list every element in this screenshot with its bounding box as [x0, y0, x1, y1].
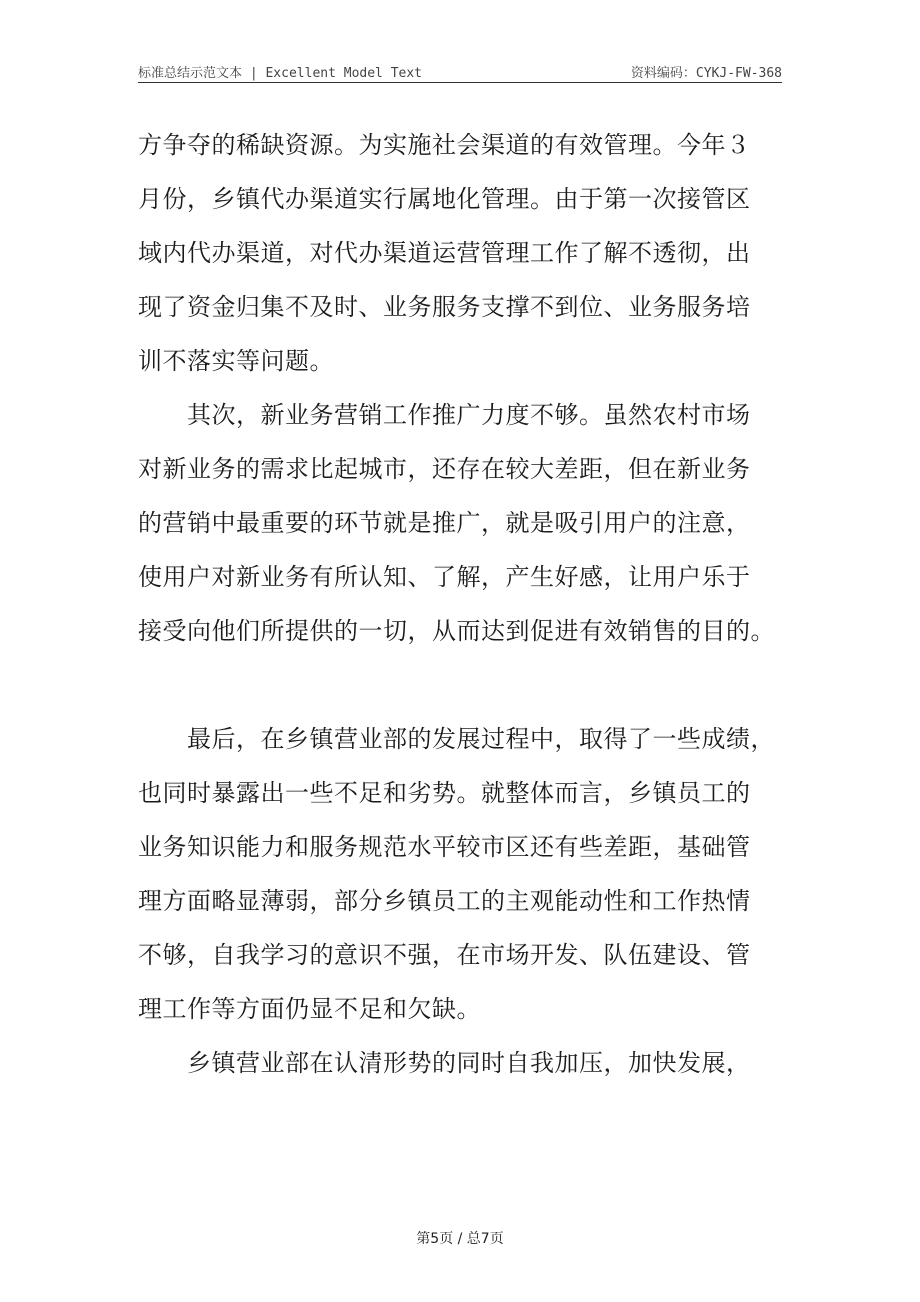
- text-line: 的营销中最重要的环节就是推广，就是吸引用户的注意，: [138, 509, 751, 537]
- paragraph-1: [138, 118, 782, 388]
- document-code: 资料编码：CYKJ-FW-368: [630, 66, 782, 81]
- text-line: 理工作等方面仍显不足和欠缺。: [138, 995, 481, 1023]
- text-line: 对新业务的需求比起城市，还存在较大差距，但在新业务: [138, 455, 751, 483]
- paragraph-3: [138, 712, 782, 1036]
- text-line: 训不落实等问题。: [138, 347, 334, 375]
- header-title: 标准总结示范文本 | Excellent Model Text: [138, 66, 423, 81]
- text-line: 理方面略显薄弱，部分乡镇员工的主观能动性和工作热情: [138, 887, 751, 915]
- text-line: 最后，在乡镇营业部的发展过程中，取得了一些成绩，: [138, 725, 775, 753]
- page-header: [138, 60, 782, 84]
- paragraph-4: [138, 1036, 782, 1090]
- text-line: 其次，新业务营销工作推广力度不够。虽然农村市场: [138, 401, 751, 429]
- text-line: 乡镇营业部在认清形势的同时自我加压，加快发展，: [138, 1049, 751, 1077]
- text-line: 不够，自我学习的意识不强，在市场开发、队伍建设、管: [138, 941, 751, 969]
- header-divider: [138, 82, 782, 83]
- text-line: 也同时暴露出一些不足和劣势。就整体而言，乡镇员工的: [138, 779, 751, 807]
- page-number: 第5页 / 总7页: [416, 1231, 504, 1247]
- text-line: 使用户对新业务有所认知、了解，产生好感，让用户乐于: [138, 563, 751, 591]
- text-line: 方争夺的稀缺资源。为实施社会渠道的有效管理。今年３: [138, 131, 751, 159]
- paragraph-2: [138, 388, 782, 658]
- text-line: 现了资金归集不及时、业务服务支撑不到位、业务服务培: [138, 293, 751, 321]
- text-line: 业务知识能力和服务规范水平较市区还有些差距，基础管: [138, 833, 751, 861]
- document-body: [138, 118, 782, 1090]
- text-line: 接受向他们所提供的一切，从而达到促进有效销售的目的。: [138, 617, 775, 645]
- text-line: 域内代办渠道，对代办渠道运营管理工作了解不透彻，出: [138, 239, 751, 267]
- text-line: 月份，乡镇代办渠道实行属地化管理。由于第一次接管区: [138, 185, 751, 213]
